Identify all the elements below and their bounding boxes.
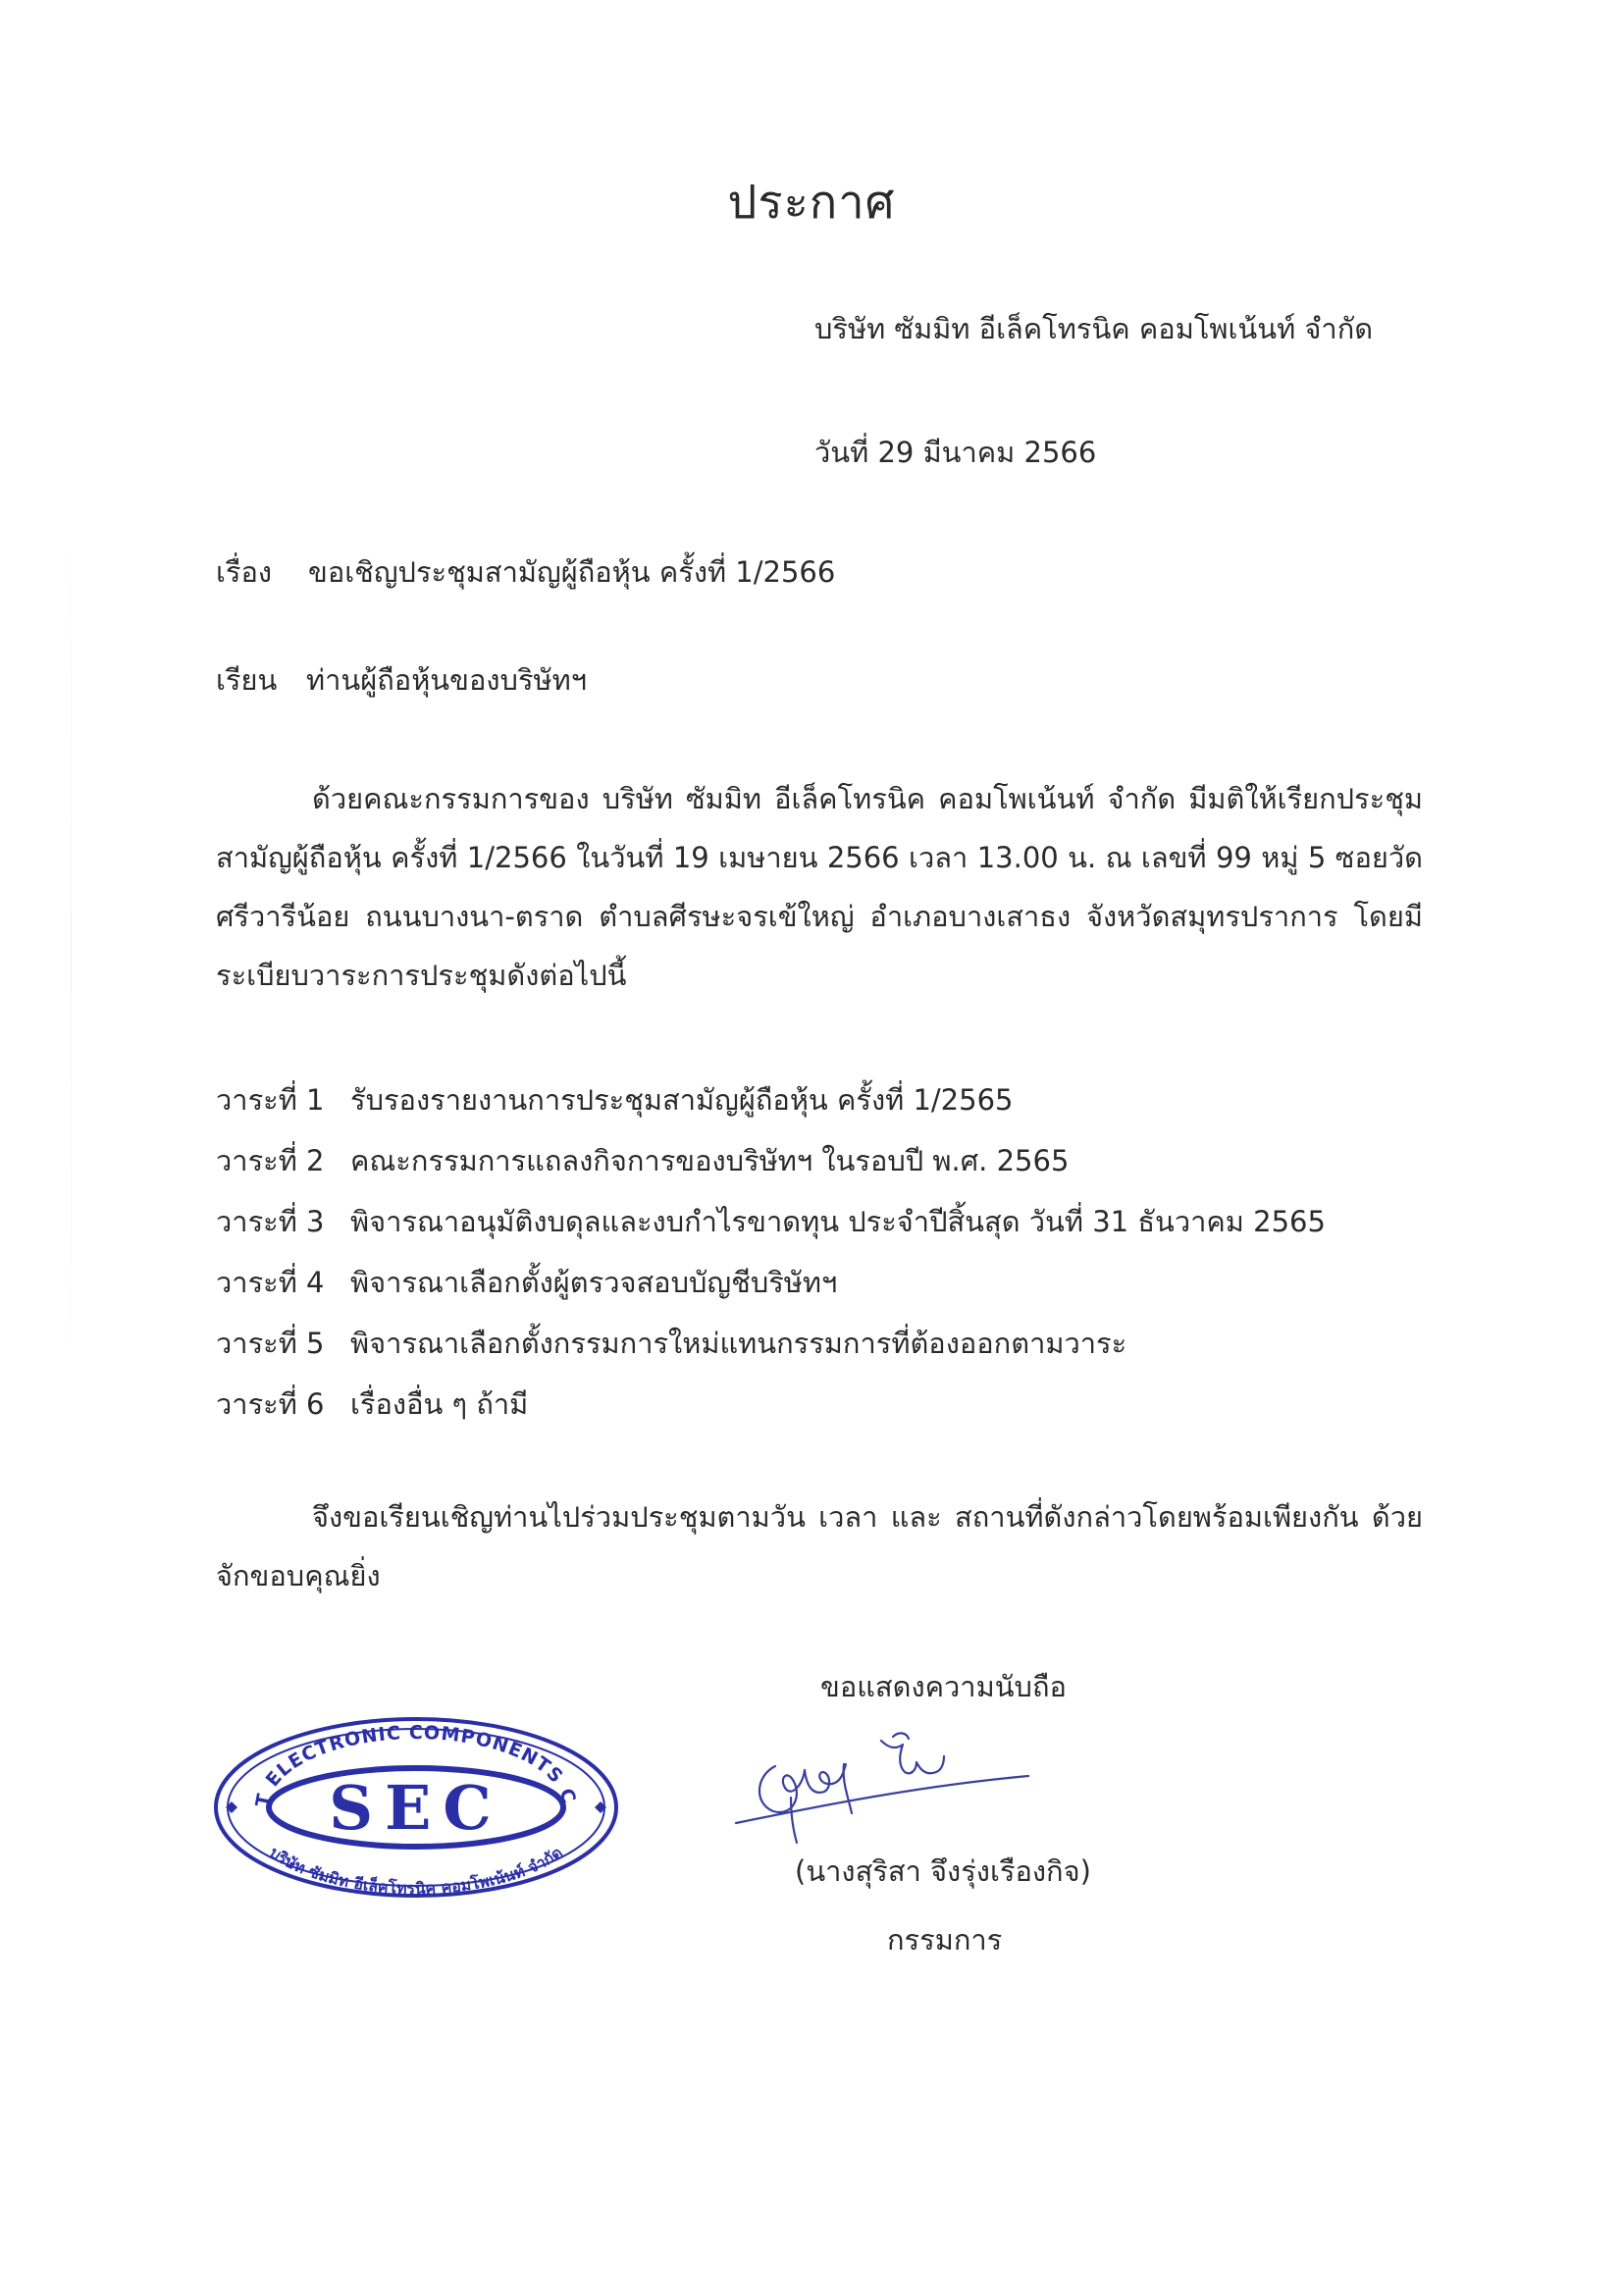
scan-edge-shadow <box>71 510 72 1393</box>
addressee-label: เรียน <box>216 663 278 697</box>
agenda-item-label: วาระที่ 6 <box>216 1387 325 1421</box>
handwritten-signature-icon <box>734 1727 1068 1854</box>
agenda-item <box>216 1070 1326 1130</box>
signer-name: (นางสุริสา จึงรุ่งเรืองกิจ) <box>795 1854 1091 1888</box>
closing-phrase: ขอแสดงความนับถือ <box>820 1670 1067 1703</box>
document-date: วันที่ 29 มีนาคม 2566 <box>814 436 1097 469</box>
company-name: บริษัท ซัมมิท อีเล็คโทรนิค คอมโพเน้นท์ จำกัด <box>814 312 1374 345</box>
agenda-list <box>216 1070 1326 1435</box>
stamp-center-text: SEC <box>329 1772 503 1844</box>
company-stamp <box>210 1713 622 1905</box>
agenda-item-text: รับรองรายงานการประชุมสามัญผู้ถือหุ้น ครั้งที่ 1/2565 <box>350 1083 1014 1117</box>
stamp-top-text: T ELECTRONIC COMPONENTS C <box>251 1721 580 1809</box>
agenda-item <box>216 1130 1326 1191</box>
agenda-item-text: คณะกรรมการแถลงกิจการของบริษัทฯ ในรอบปี พ.ศ. 2565 <box>350 1144 1070 1177</box>
agenda-item <box>216 1374 1326 1435</box>
agenda-item <box>216 1313 1326 1374</box>
stamp-bottom-text: บริษัท ซัมมิท อีเล็คโทรนิค คอมโพเน้นท์ จำกัด <box>266 1843 566 1899</box>
agenda-item-text: พิจารณาเลือกตั้งกรรมการใหม่แทนกรรมการที่ต้องออกตามวาระ <box>350 1327 1127 1360</box>
document-title: ประกาศ <box>727 176 896 230</box>
agenda-item-label: วาระที่ 4 <box>216 1266 325 1299</box>
signer-title: กรรมการ <box>887 1923 1003 1957</box>
agenda-item <box>216 1252 1326 1313</box>
agenda-item-label: วาระที่ 5 <box>216 1327 325 1360</box>
agenda-item-text: เรื่องอื่น ๆ ถ้ามี <box>350 1387 529 1421</box>
agenda-item-label: วาระที่ 2 <box>216 1144 325 1177</box>
agenda-item <box>216 1191 1326 1252</box>
intro-paragraph: ด้วยคณะกรรมการของ บริษัท ซัมมิท อีเล็คโทรนิค คอมโพเน้นท์ จำกัด มีมติให้เรียกประชุมสามัญผู้ถือหุ้น ครั้งที่ 1/2566 ในวันที่ 19 เมษายน 2566 เวลา 13.00 น. ณ เลขที่ 99 หมู่ 5 ซอยวัดศรีวารีน้อย ถนนบางนา-ตราด ตำบลศีรษะจรเข้ใหญ่ อำเภอบางเสาธง จังหวัดสมุทรปราการ โดยมีระเบียบวาระการประชุมดังต่อไปนี้ <box>216 782 1423 992</box>
subject-text: ขอเชิญประชุมสามัญผู้ถือหุ้น ครั้งที่ 1/2566 <box>308 555 836 589</box>
agenda-item-label: วาระที่ 1 <box>216 1083 325 1117</box>
addressee-text: ท่านผู้ถือหุ้นของบริษัทฯ <box>306 663 588 697</box>
subject-label: เรื่อง <box>216 555 273 589</box>
stamp-seal-icon <box>210 1713 622 1902</box>
agenda-item-text: พิจารณาเลือกตั้งผู้ตรวจสอบบัญชีบริษัทฯ <box>350 1266 838 1299</box>
agenda-item-text: พิจารณาอนุมัติงบดุลและงบกำไรขาดทุน ประจำปีสิ้นสุด วันที่ 31 ธันวาคม 2565 <box>350 1205 1326 1238</box>
signature <box>734 1727 1068 1858</box>
invitation-paragraph: จึงขอเรียนเชิญท่านไปร่วมประชุมตามวัน เวลา และ สถานที่ดังกล่าวโดยพร้อมเพียงกัน ด้วยจักขอบคุณยิ่ง <box>216 1500 1423 1592</box>
svg-text:บริษัท ซัมมิท อีเล็คโทรนิค คอม <box>266 1843 566 1898</box>
agenda-item-label: วาระที่ 3 <box>216 1205 325 1238</box>
